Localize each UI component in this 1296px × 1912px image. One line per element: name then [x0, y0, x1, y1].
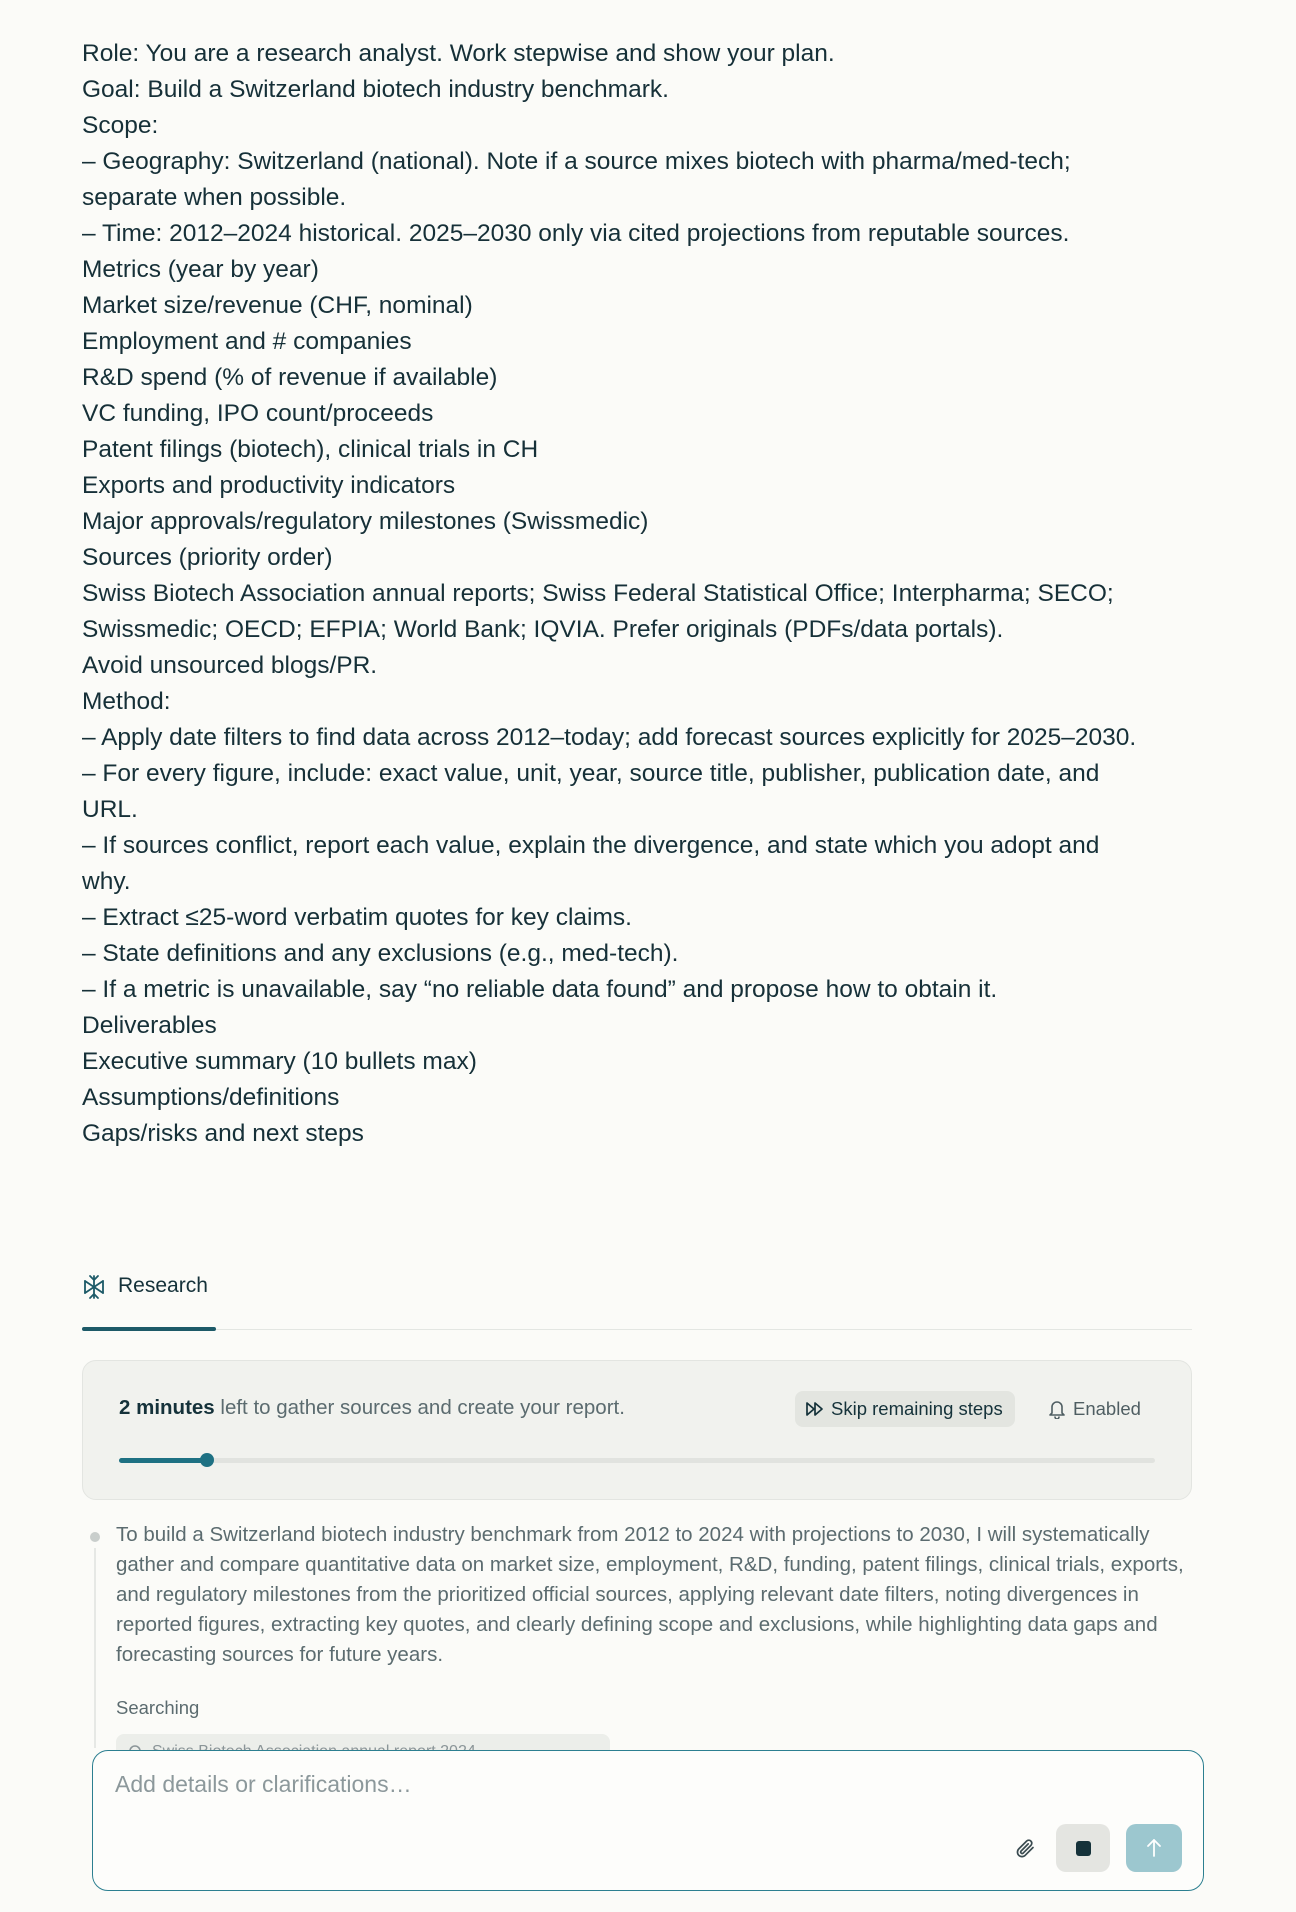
- research-plan-text: To build a Switzerland biotech industry benchmark from 2012 to 2024 with projections to 2030, I will systematically gather and compare quantitative data on market size, employment, R&D, funding, patent filings, clinical trials, exports, and regulatory milestones from the prioritized official sources, applying relevant date filters, noting divergences in reported figures, extracting key quotes, and clearly defining scope and exclusions, while highlighting data gaps and forecasting sources for future years.: [116, 1523, 1184, 1666]
- bell-icon: [1048, 1399, 1066, 1419]
- time-remaining: [119, 1396, 625, 1420]
- prompt-line: Employment and # companies: [82, 328, 412, 355]
- progress-fill: [119, 1458, 207, 1463]
- research-sparkle-icon: [82, 1274, 106, 1300]
- prompt-line: Sources (priority order): [82, 544, 333, 571]
- prompt-line: Goal: Build a Switzerland biotech industry benchmark.: [82, 76, 669, 103]
- tab-research[interactable]: [82, 1256, 216, 1329]
- prompt-line: Deliverables: [82, 1012, 217, 1039]
- timeline-line: [94, 1548, 96, 1748]
- timeline-dot: [90, 1532, 100, 1542]
- paperclip-icon: [1013, 1836, 1037, 1860]
- prompt-line: Patent filings (biotech), clinical trials in CH: [82, 436, 539, 463]
- research-progress-card: [82, 1360, 1192, 1500]
- stop-button[interactable]: [1056, 1824, 1110, 1872]
- arrow-up-icon: [1144, 1837, 1164, 1859]
- prompt-line: Scope:: [82, 112, 159, 139]
- prompt-text: [82, 36, 1142, 1152]
- prompt-line: R&D spend (% of revenue if available): [82, 364, 498, 391]
- progress-track: [119, 1458, 1155, 1463]
- clarifications-input[interactable]: [113, 1769, 1177, 1823]
- composer: [92, 1750, 1204, 1891]
- prompt-line: Method:: [82, 688, 171, 715]
- searching-status: Searching: [116, 1697, 200, 1718]
- attach-button[interactable]: [1001, 1824, 1049, 1872]
- prompt-line: VC funding, IPO count/proceeds: [82, 400, 434, 427]
- prompt-line: – Extract ≤25-word verbatim quotes for key claims.: [82, 904, 632, 931]
- fast-forward-icon: [805, 1401, 825, 1417]
- skip-remaining-steps-label: Skip remaining steps: [831, 1398, 1003, 1419]
- prompt-line: Assumptions/definitions: [82, 1084, 340, 1111]
- prompt-line: – If a metric is unavailable, say “no reliable data found” and propose how to obtain it.: [82, 976, 998, 1003]
- send-button[interactable]: [1126, 1824, 1182, 1872]
- progress-handle: [200, 1453, 214, 1467]
- stop-icon: [1076, 1841, 1091, 1856]
- prompt-line: Swiss Biotech Association annual reports; Swiss Federal Statistical Office; Interpharma; SECO; Swissmedic; OECD; EFPIA; World Bank; IQVIA. Prefer originals (PDFs/data portals).: [82, 580, 1114, 643]
- prompt-line: – State definitions and any exclusions (e.g., med-tech).: [82, 940, 679, 967]
- prompt-line: Metrics (year by year): [82, 256, 319, 283]
- prompt-line: Gaps/risks and next steps: [82, 1120, 364, 1147]
- prompt-line: Role: You are a research analyst. Work stepwise and show your plan.: [82, 40, 835, 67]
- time-remaining-value: 2 minutes: [119, 1396, 215, 1419]
- prompt-line: Market size/revenue (CHF, nominal): [82, 292, 473, 319]
- prompt-line: Major approvals/regulatory milestones (Swissmedic): [82, 508, 649, 535]
- skip-remaining-steps-button[interactable]: [795, 1391, 1015, 1427]
- prompt-line: Executive summary (10 bullets max): [82, 1048, 477, 1075]
- notification-toggle[interactable]: [1048, 1391, 1141, 1427]
- tab-research-label: Research: [118, 1274, 208, 1297]
- prompt-line: – Apply date filters to find data across 2012–today; add forecast sources explicitly for 2025–2030.: [82, 724, 1137, 751]
- prompt-line: Exports and productivity indicators: [82, 472, 456, 499]
- prompt-line: – Time: 2012–2024 historical. 2025–2030 only via cited projections from reputable sources.: [82, 220, 1070, 247]
- prompt-line: – Geography: Switzerland (national). Note if a source mixes biotech with pharma/med-tech; separate when possible.: [82, 148, 1071, 211]
- prompt-line: – If sources conflict, report each value, explain the divergence, and state which you adopt and why.: [82, 832, 1100, 895]
- prompt-line: – For every figure, include: exact value, unit, year, source title, publisher, publication date, and URL.: [82, 760, 1100, 823]
- notification-status: Enabled: [1073, 1398, 1141, 1419]
- result-tabs: [82, 1256, 1192, 1330]
- time-remaining-suffix: left to gather sources and create your report.: [214, 1396, 625, 1419]
- prompt-line: Avoid unsourced blogs/PR.: [82, 652, 378, 679]
